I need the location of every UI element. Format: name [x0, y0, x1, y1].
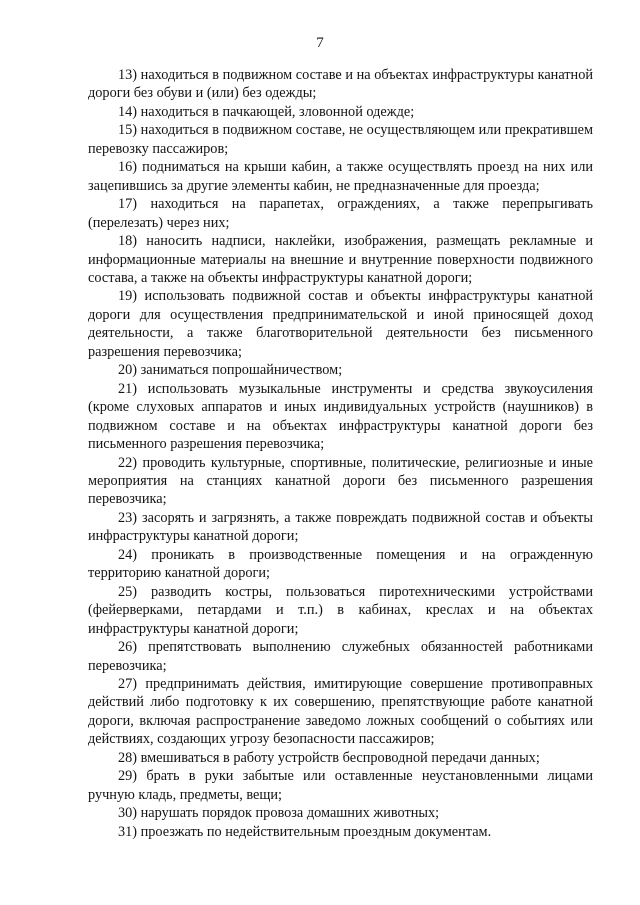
list-item-17: 17) находиться на парапетах, ограждениях, а также перепрыгивать (перелезать) через них;	[88, 196, 593, 231]
list-item-27: 27) предпринимать действия, имитирующие совершение противоправных действий либо подготовку к их совершению, препятствующие работе канатной дороги, включая распространение заведомо ложных сообщений о событиях или действиях, создающих угрозу безопасности пассажиров;	[88, 675, 593, 748]
list-item-19: 19) использовать подвижной состав и объекты инфраструктуры канатной дороги для осуществления предпринимательской и иной приносящей доход деятельности, а также благотворительной деятельности без письменного разрешения перевозчика;	[88, 288, 593, 360]
page-number: 7	[316, 35, 324, 51]
list-item-21: 21) использовать музыкальные инструменты и средства звукоусиления (кроме слуховых аппаратов и иных индивидуальных устройств (наушников) в подвижном составе и на объектах инфраструктуры канатной дороги без письменного разрешения перевозчика;	[88, 380, 593, 453]
list-item-20: 20) заниматься попрошайничеством;	[118, 362, 343, 379]
list-item-22: 22) проводить культурные, спортивные, политические, религиозные и иные мероприятия на станциях канатной дороги без письменного разрешения перевозчика;	[88, 454, 593, 508]
list-item-13: 13) находиться в подвижном составе и на объектах инфраструктуры канатной дороги без обуви и (или) без одежды;	[88, 67, 593, 102]
list-item-26: 26) препятствовать выполнению служебных обязанностей работниками перевозчика;	[88, 639, 593, 674]
list-item-14: 14) находиться в пачкающей, зловонной одежде;	[118, 103, 415, 120]
list-item-25: 25) разводить костры, пользоваться пиротехническими устройствами (фейерверками, петардами и т.п.) в кабинах, креслах и на объектах инфраструктуры канатной дороги;	[88, 583, 593, 637]
list-item-15: 15) находиться в подвижном составе, не осуществляющем или прекратившем перевозку пассажиров;	[88, 122, 593, 157]
list-item-16: 16) подниматься на крыши кабин, а также осуществлять проезд на них или зацепившись за другие элементы кабин, не предназначенные для проезда;	[88, 159, 593, 194]
list-item-31: 31) проезжать по недействительным проездным документам.	[118, 823, 492, 840]
list-item-30: 30) нарушать порядок провоза домашних животных;	[118, 805, 440, 822]
list-item-28: 28) вмешиваться в работу устройств беспроводной передачи данных;	[118, 749, 540, 766]
list-item-18: 18) наносить надписи, наклейки, изображения, размещать рекламные и информационные материалы на внешние и внутренние поверхности подвижного состава, а также на объекты инфраструктуры канатной дороги;	[88, 233, 593, 286]
list-item-23: 23) засорять и загрязнять, а также повреждать подвижной состав и объекты инфраструктуры канатной дороги;	[88, 509, 593, 545]
list-item-24: 24) проникать в производственные помещения и на огражденную территорию канатной дороги;	[88, 546, 593, 582]
prohibitions-list	[88, 66, 593, 841]
list-item-29: 29) брать в руки забытые или оставленные неустановленными лицами ручную кладь, предметы, вещи;	[88, 768, 593, 803]
